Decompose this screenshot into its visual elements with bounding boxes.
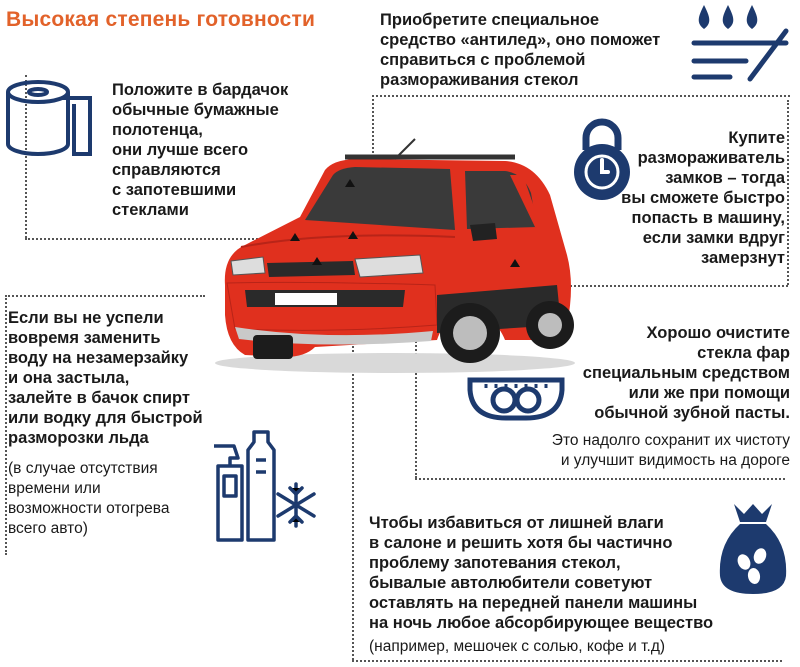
tip-headlights: Хорошо очистите стекла фар специальным средством или же при помощи обычной зубной пасты. (582, 324, 790, 422)
leader-moisture-bottom (352, 660, 782, 662)
page-title: Высокая степень готовности (6, 8, 316, 31)
leader-washer-top (5, 295, 205, 297)
bottles-snowflake-icon (208, 428, 318, 548)
sack-beans-icon (716, 500, 790, 596)
tip-washer-fluid-note: (в случае отсутствия времени или возможности отогрева всего авто) (8, 460, 170, 537)
tip-paper-towels: Положите в бардачок обычные бумажные полотенца, они лучше всего справляются с запотевшими стеклами (112, 81, 289, 219)
tip-moisture-absorber-note: (например, мешочек с солью, кофе и т.д) (369, 638, 666, 655)
tip-washer-fluid: Если вы не успели вовремя заменить воду на незамерзайку и она застыла, залейте в бачок спирт или водку для быстрой разморозки льда (8, 309, 203, 447)
tip-lock-deicer: Купите размораживатель замков – тогда вы сможете быстро попасть в машину, если замки вдруг замерзнут (621, 129, 785, 267)
tip-headlights-note: Это надолго сохранит их чистоту и улучшит видимость на дороге (551, 432, 790, 469)
leader-lock (545, 285, 788, 287)
car-illustration (205, 135, 580, 375)
leader-antifog (372, 95, 790, 97)
leader-lock-vertical (787, 100, 789, 285)
tip-moisture-absorber: Чтобы избавиться от лишней влаги в салоне и решить хотя бы частично проблему запотевания стекол, бывалые автолюбители советуют оставлять на передней панели машины на ночь любое абсорбирующее вещество (369, 514, 714, 632)
headlight-icon (466, 374, 566, 424)
leader-moisture (352, 330, 354, 660)
tip-anti-ice: Приобретите специальное средство «антилед», оно поможет справиться с проблемой размораживания стекол (380, 11, 661, 89)
leader-headlights (415, 478, 785, 480)
leader-washer (5, 295, 7, 555)
water-drops-glass-icon (690, 3, 790, 83)
paper-towel-icon (2, 78, 94, 160)
